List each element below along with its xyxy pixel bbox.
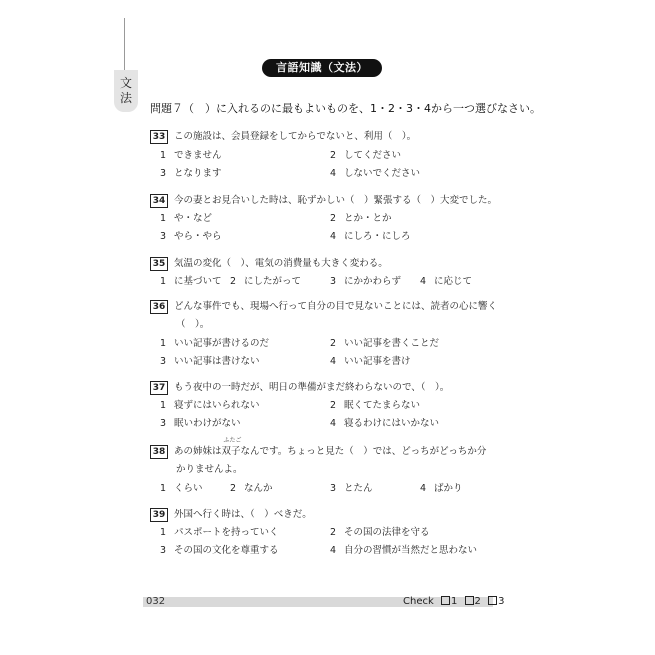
checkbox-1[interactable] (441, 596, 450, 605)
option-3: 3 やら・やら (160, 231, 222, 242)
option-2: 2 とか・とか (330, 213, 392, 224)
page-number: 032 (146, 596, 166, 607)
question-text: 外国へ行く時は、（ ）べきだ。 (174, 509, 312, 520)
question-line (150, 128, 416, 144)
option-4: 4 いい記事を書け (330, 356, 411, 367)
section-title: 言語知識（文法） (262, 59, 382, 77)
question-text-cont: （ ）。 (176, 319, 210, 330)
question-line (150, 506, 312, 522)
option-1: 1 パスポートを持っていく (160, 527, 279, 538)
question-text: 今の妻とお見合いした時は、恥ずかしい（ ）緊張する（ ）大変でした。 (174, 195, 498, 206)
option-2: 2 してください (330, 150, 402, 161)
question-text: この施設は、会員登録をしてからでないと、利用（ ）。 (174, 131, 417, 142)
option-2: 2 眠くてたまらない (330, 400, 421, 411)
check-boxes: Check 1 2 3 (403, 596, 505, 607)
option-2: 2 なんか (230, 483, 273, 494)
question-line (150, 379, 449, 395)
option-1: 1 や・など (160, 213, 213, 224)
instruction-text: 問題７（ ）に入れるのに最もよいものを、1・2・3・4から一つ選びなさい。 (150, 102, 541, 115)
question-line (150, 298, 497, 314)
option-3: 3 その国の文化を尊重する (160, 545, 279, 556)
option-1: 1 いい記事が書けるのだ (160, 338, 270, 349)
side-tab-grammar (114, 70, 138, 112)
check-label: Check (403, 596, 434, 607)
option-4: 4 ばかり (420, 483, 463, 494)
option-3: 3 とたん (330, 483, 373, 494)
checkbox-3[interactable] (488, 596, 497, 605)
question-number: 36 (150, 300, 168, 314)
question-text: どんな事件でも、現場へ行って自分の目で見ないことには、読者の心に響く (174, 301, 498, 312)
question-text: 気温の変化（ ）、電気の消費量も大きく変わる。 (174, 258, 388, 269)
option-2: 2 いい記事を書くことだ (330, 338, 440, 349)
option-2: 2 その国の法律を守る (330, 527, 430, 538)
side-tab-char: 法 (119, 91, 132, 105)
option-1: 1 寝ずにはいられない (160, 400, 260, 411)
option-4: 4 に応じて (420, 276, 473, 287)
question-text: もう夜中の一時だが、明日の準備がまだ終わらないので、（ ）。 (174, 382, 450, 393)
question-line (150, 192, 497, 208)
checkbox-2[interactable] (465, 596, 474, 605)
option-1: 1 くらい (160, 483, 203, 494)
option-4: 4 しないでください (330, 168, 421, 179)
question-number: 35 (150, 257, 168, 271)
option-3: 3 眠いわけがない (160, 418, 241, 429)
question-number: 37 (150, 381, 168, 395)
option-1: 1 に基づいて (160, 276, 222, 287)
side-tab-char: 文 (119, 76, 132, 90)
question-number: 33 (150, 130, 168, 144)
option-4: 4 にしろ・にしろ (330, 231, 411, 242)
ruby-word: ふたご 双子 (221, 437, 242, 457)
option-4: 4 自分の習慣が当然だと思わない (330, 545, 478, 556)
option-2: 2 にしたがって (230, 276, 302, 287)
question-line (150, 255, 388, 271)
question-text-cont: かりませんよ。 (176, 464, 243, 475)
option-1: 1 できません (160, 150, 222, 161)
question-line: 38 あの姉妹は ふたご 双子なんです。ちょっと見た（ ）では、どっちがどっちか分 (150, 443, 486, 459)
option-3: 3 となります (160, 168, 222, 179)
question-number: 39 (150, 508, 168, 522)
option-3: 3 にかかわらず (330, 276, 402, 287)
question-number: 38 (150, 445, 168, 459)
option-3: 3 いい記事は書けない (160, 356, 260, 367)
question-number: 34 (150, 194, 168, 208)
option-4: 4 寝るわけにはいかない (330, 418, 440, 429)
ruby-reading: ふたご (223, 437, 242, 444)
